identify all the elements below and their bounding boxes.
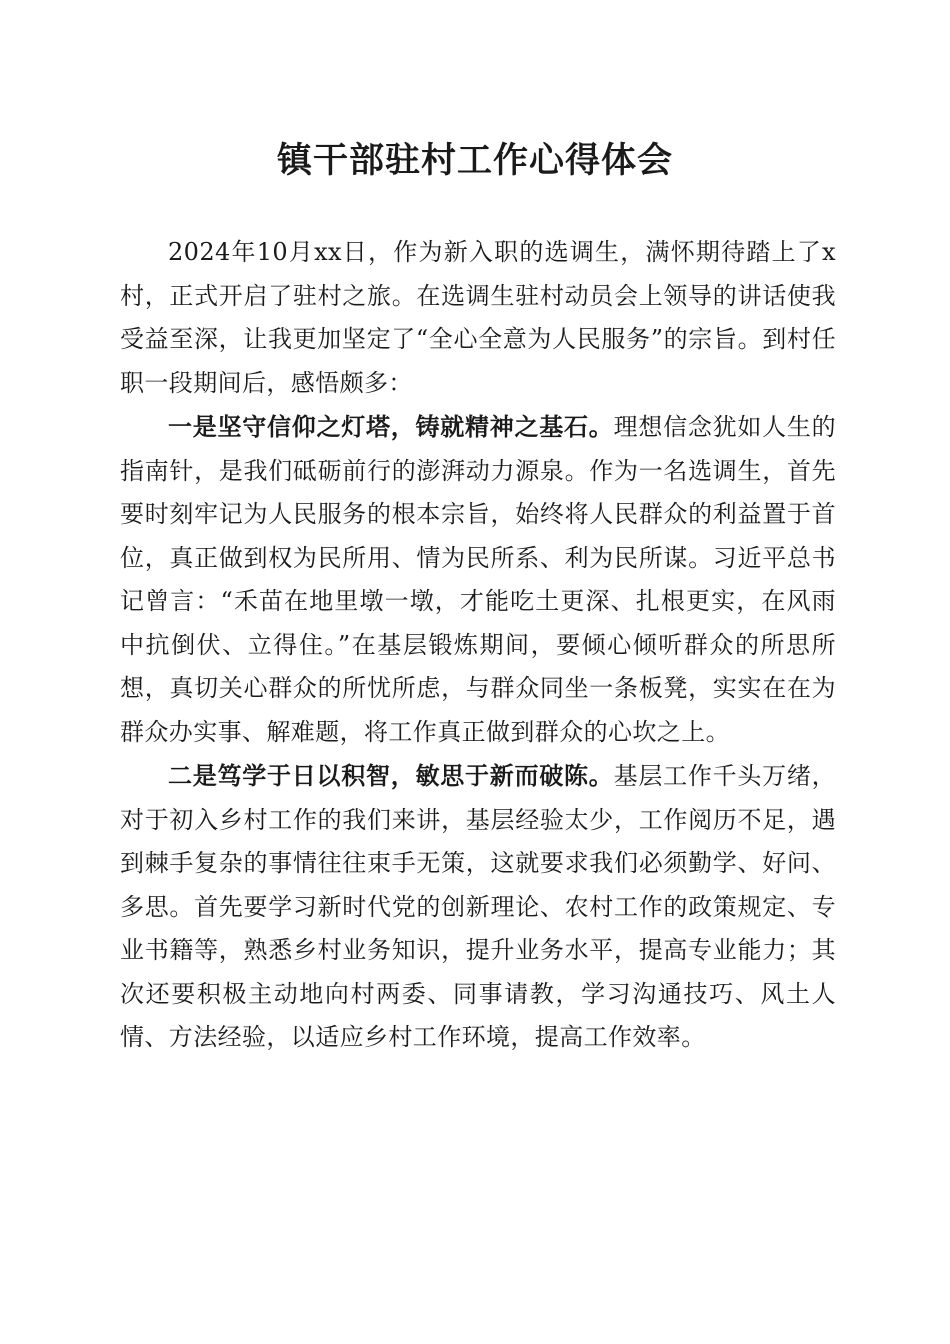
paragraph-lead: 二是笃学于日以积智，敏思于新而破陈。 xyxy=(168,761,614,790)
paragraph-text: 基层工作千头万绪，对于初入乡村工作的我们来讲，基层经验太少，工作阅历不足，遇到棘手复杂的事情往往束手无策，这就要求我们必须勤学、好问、多思。首先要学习新时代党的创新理论、农村工作的政策规定、专业书籍等，熟悉乡村业务知识，提升业务水平，提高专业能力；其次还要积极主动地向村两委、同事请教，学习沟通技巧、风土人情、方法经验，以适应乡村工作环境，提高工作效率。 xyxy=(120,762,836,1051)
paragraph-text: 理想信念犹如人生的指南针，是我们砥砺前行的澎湃动力源泉。作为一名选调生，首先要时刻牢记为人民服务的根本宗旨，始终将人民群众的利益置于首位，真正做到权为民所用、情为民所系、利为民所谋。习近平总书记曾言：“禾苗在地里墩一墩，才能吃土更深、扎根更实，在风雨中抗倒伏、立得住。”在基层锻炼期间，要倾心倾听群众的所思所想，真切关心群众的所忧所虑，与群众同坐一条板凳，实实在在为群众办实事、解难题，将工作真正做到群众的心坎之上。 xyxy=(120,413,836,746)
paragraph-lead: 一是坚守信仰之灯塔，铸就精神之基石。 xyxy=(168,412,614,441)
paragraph-text: 2024年10月xx日，作为新入职的选调生，满怀期待踏上了x村，正式开启了驻村之旅。在选调生驻村动员会上领导的讲话使我受益至深，让我更加坚定了“全心全意为人民服务”的宗旨。到村任职一段期间后，感悟颇多： xyxy=(120,238,836,397)
paragraph-point-one xyxy=(120,405,836,754)
document-title: 镇干部驻村工作心得体会 xyxy=(276,140,673,181)
document-body xyxy=(120,230,836,1060)
paragraph-point-two xyxy=(120,754,836,1060)
paragraph-intro xyxy=(120,230,836,405)
